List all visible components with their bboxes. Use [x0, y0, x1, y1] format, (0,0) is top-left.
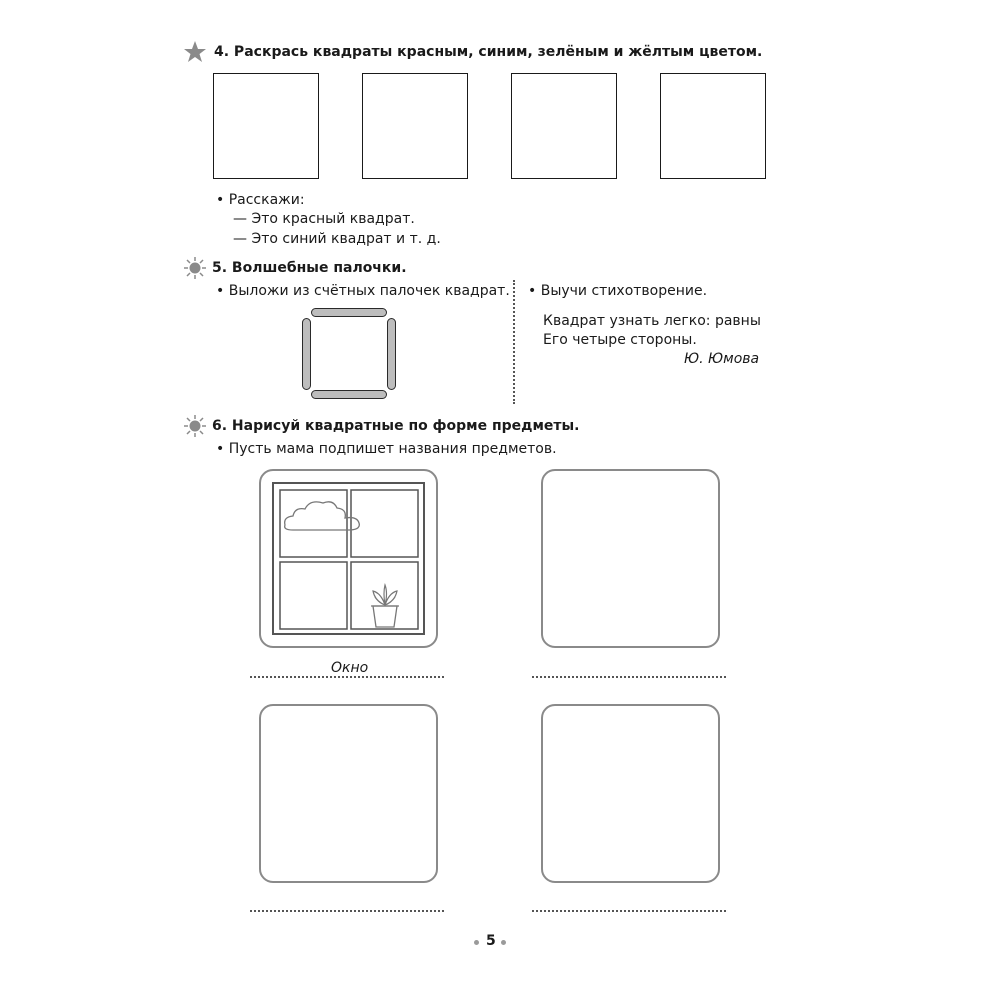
task5-left-bullet: • Выложи из счётных палочек квадрат. [216, 283, 510, 299]
counting-stick-right [387, 318, 396, 390]
poem-author: Ю. Юмова [684, 351, 760, 367]
drawing-frame-2[interactable] [541, 469, 720, 648]
caption-line-3[interactable] [250, 910, 444, 912]
task6-bullet: • Пусть мама подпишет названия предметов. [216, 441, 557, 457]
task5-right-bullet: • Выучи стихотворение. [528, 283, 708, 299]
task4-title: 4. Раскрась квадраты красным, синим, зелёным и жёлтым цветом. [214, 44, 763, 60]
cloud-icon [285, 502, 360, 530]
sun-icon [183, 414, 207, 438]
drawing-frame-4[interactable] [541, 704, 720, 883]
example-caption: Окно [331, 660, 369, 676]
color-square-4[interactable] [660, 73, 766, 179]
page-number: 5 [486, 933, 496, 949]
plant-pot-icon [371, 585, 399, 627]
page-number-dot-left [474, 940, 479, 945]
poem-line-1: Квадрат узнать легко: равны [543, 313, 761, 329]
task4-bullet: • Расскажи: [216, 192, 305, 208]
color-square-3[interactable] [511, 73, 617, 179]
task4-line2: — Это синий квадрат и т. д. [233, 231, 441, 247]
column-divider [513, 280, 515, 404]
caption-line-4[interactable] [532, 910, 726, 912]
counting-stick-left [302, 318, 311, 390]
drawing-frame-3[interactable] [259, 704, 438, 883]
task5-title: 5. Волшебные палочки. [212, 260, 407, 276]
caption-line-2[interactable] [532, 676, 726, 678]
window-illustration [261, 471, 436, 646]
page-number-dot-right [501, 940, 506, 945]
star-icon [183, 40, 207, 64]
task6-title: 6. Нарисуй квадратные по форме предметы. [212, 418, 580, 434]
drawing-frame-window-example [259, 469, 438, 648]
task4-line1: — Это красный квадрат. [233, 211, 415, 227]
color-square-2[interactable] [362, 73, 468, 179]
poem-line-2: Его четыре стороны. [543, 332, 697, 348]
counting-stick-bottom [311, 390, 387, 399]
sun-icon [183, 256, 207, 280]
color-square-1[interactable] [213, 73, 319, 179]
caption-line-1 [250, 676, 444, 678]
counting-stick-top [311, 308, 387, 317]
